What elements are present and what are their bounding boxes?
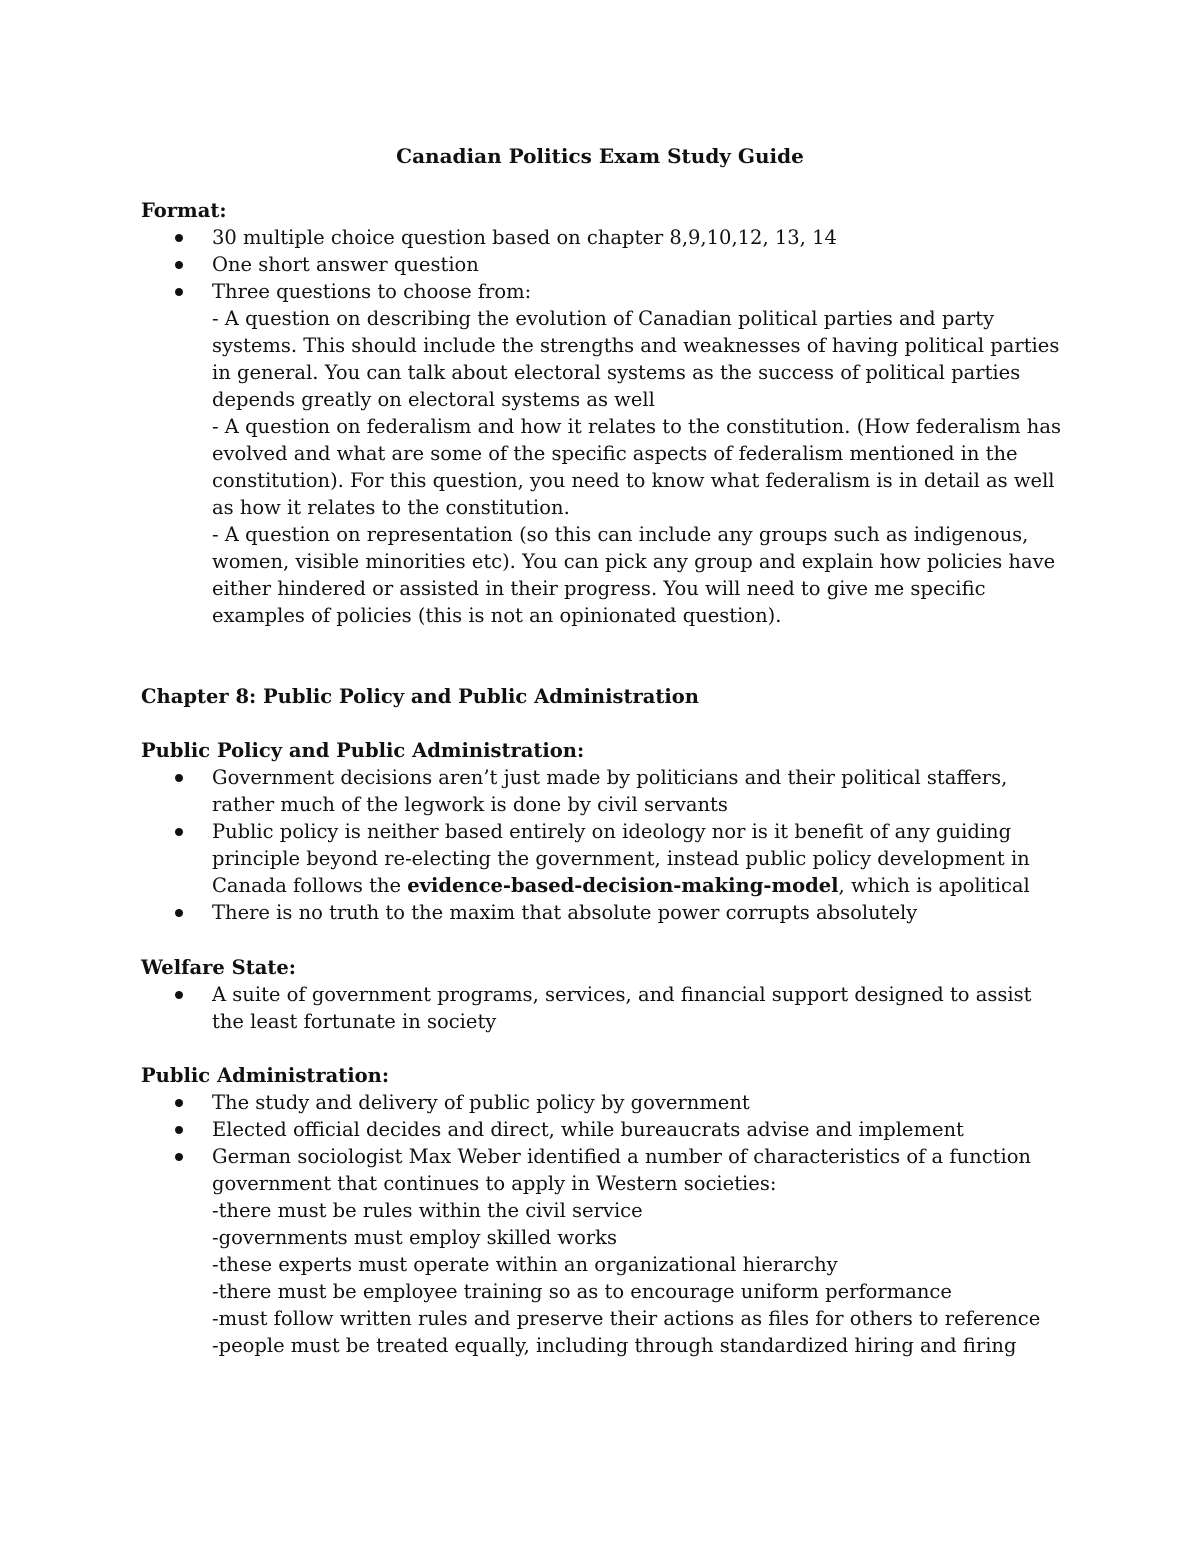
padmin-list: [141, 1089, 1061, 1359]
list-item-text: , which is apolitical: [838, 874, 1030, 897]
list-item-text: Public policy is neither based entirely on ideology nor is it benefit of any guiding principle beyond re-electing the government, instead public policy development in Canada follows the: [212, 820, 1030, 897]
essay-choice-parties: - A question on describing the evolution of Canadian political parties and party systems. This should include the strengths and weaknesses of having political parties in general. You can talk about electoral systems as the success of political parties depends greatly on electoral systems as well: [212, 307, 1060, 411]
list-item-text: Three questions to choose from:: [212, 280, 532, 303]
list-item: There is no truth to the maxim that absolute power corrupts absolutely: [141, 899, 1061, 926]
list-item: [141, 278, 1061, 629]
format-heading: Format:: [141, 199, 227, 222]
chapter-heading: Chapter 8: Public Policy and Public Administration: [141, 685, 699, 708]
weber-characteristic: -there must be employee training so as to encourage uniform performance: [212, 1280, 952, 1303]
weber-characteristic: -people must be treated equally, including through standardized hiring and firing: [212, 1334, 1017, 1357]
welfare-heading: Welfare State:: [141, 956, 296, 979]
essay-choice-federalism: - A question on federalism and how it relates to the constitution. (How federalism has evolved and what are some of the specific aspects of federalism mentioned in the constitution). For this question, you need to know what federalism is in detail as well as how it relates to the constitution.: [212, 415, 1061, 519]
weber-characteristic: -these experts must operate within an organizational hierarchy: [212, 1253, 838, 1276]
list-item: [141, 818, 1061, 899]
padmin-heading: Public Administration:: [141, 1064, 390, 1087]
ppa-section: [141, 737, 1061, 926]
weber-characteristic: -governments must employ skilled works: [212, 1226, 618, 1249]
welfare-list: [141, 981, 1061, 1035]
list-item: [141, 1143, 1061, 1359]
list-item: One short answer question: [141, 251, 1061, 278]
padmin-section: [141, 1062, 1061, 1359]
welfare-section: [141, 954, 1061, 1035]
list-item-text: German sociologist Max Weber identified a number of characteristics of a function government that continues to apply in Western societies:: [212, 1145, 1031, 1195]
list-item: The study and delivery of public policy by government: [141, 1089, 1061, 1116]
document-title: Canadian Politics Exam Study Guide: [396, 144, 804, 168]
list-item: 30 multiple choice question based on chapter 8,9,10,12, 13, 14: [141, 224, 1061, 251]
ppa-heading: Public Policy and Public Administration:: [141, 739, 585, 762]
list-item: Elected official decides and direct, while bureaucrats advise and implement: [141, 1116, 1061, 1143]
ppa-list: [141, 764, 1061, 926]
list-item: A suite of government programs, services, and financial support designed to assist the least fortunate in society: [141, 981, 1061, 1035]
format-list: [141, 224, 1061, 629]
weber-characteristic: -there must be rules within the civil service: [212, 1199, 643, 1222]
essay-choice-representation: - A question on representation (so this can include any groups such as indigenous, women, visible minorities etc). You can pick any group and explain how policies have either hindered or assisted in their progress. You will need to give me specific examples of policies (this is not an opinionated question).: [212, 523, 1056, 627]
list-item: Government decisions aren’t just made by politicians and their political staffers, rather much of the legwork is done by civil servants: [141, 764, 1061, 818]
key-term: evidence-based-decision-making-model: [407, 874, 839, 897]
format-section: [141, 197, 1061, 629]
weber-characteristic: -must follow written rules and preserve their actions as files for others to reference: [212, 1307, 1041, 1330]
